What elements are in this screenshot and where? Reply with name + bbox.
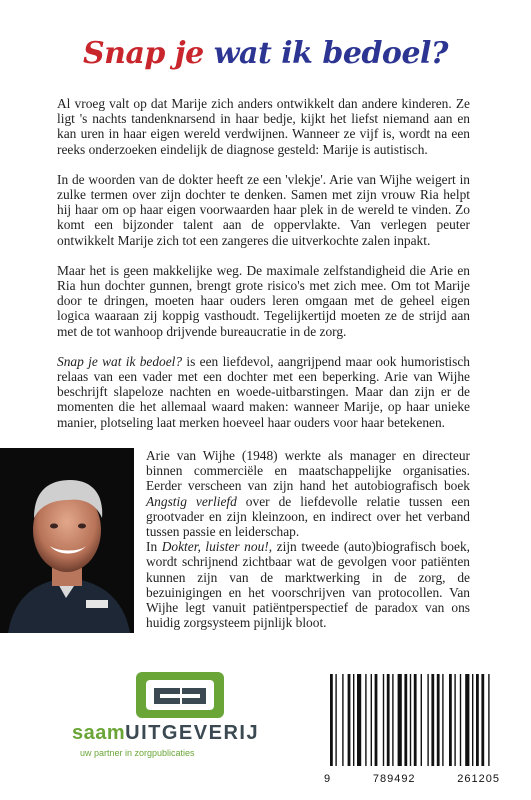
book-title-part2: wat ik bedoel? [213, 36, 449, 71]
blurb-paragraph-4-text: is een liefdevol, aangrijpend maar ook humoristisch relaas van een vader met een dochter met een beperking. Arie van Wijhe beschrijft slapeloze nachten en woede-uitbarstingen. Maar dan zijn er de momenten die het allemaal waard maken: wanneer Marije, op haar unieke manier, plotseling laat merken hoeveel haar ouders voor haar betekenen. [57, 353, 470, 430]
bio-paragraph-2 [146, 539, 470, 630]
blurb-paragraph-3: Maar het is geen makkelijke weg. De maximale zelfstandigheid die Arie en Ria hun dochter gunnen, brengt grote risico's met zich mee. Om tot Marije door te dringen, moeten haar ouders leren omgaan met de geheel eigen logica waaraan zij koppig vasthoudt. Tegelijkertijd moeten ze de strijd aan met de tot wanhoop drijvende bureaucratie in de zorg. [57, 262, 470, 339]
bio-text-4: , zijn tweede (auto)biografisch boek, wordt schrijnend zichtbaar wat de gevolgen voor patiënten kunnen zijn van de marktwerking in de zorg, de bezuinigingen en het voorschrijven van protocollen. Van Wijhe legt vanuit patiëntperspectief de paradox van ons huidig zorgsysteem pijnlijk bloot. [146, 539, 470, 631]
isbn-barcode [324, 670, 500, 772]
author-photo [0, 448, 134, 633]
blurb-paragraph-2: In de woorden van de dokter heeft ze een 'vlekje'. Arie van Wijhe weigert in zulke termen over zijn dochter te denken. Samen met zijn vrouw Ria helpt hij haar om op haar eigen voorwaarden haar plek in de wereld te vinden. Zo komt een bijzonder talent aan de oppervlakte. Van verlegen peuter ontwikkelt Marije zich tot een zangeres die uitverkochte zalen inpakt. [57, 171, 470, 248]
publisher-name-uitgeverij: UITGEVERIJ [125, 722, 260, 744]
publisher-tagline: uw partner in zorgpublicaties [80, 748, 195, 758]
book-title [0, 36, 531, 71]
publisher-logo [72, 666, 312, 756]
bio-text-3: In [146, 539, 162, 555]
isbn-digits-right: 261205 [457, 773, 500, 785]
publisher-name [72, 722, 259, 745]
isbn-digits-left: 789492 [372, 773, 416, 785]
publisher-name-saam: saam [72, 722, 126, 744]
back-cover-blurb [57, 96, 470, 430]
bio-paragraph-1 [146, 448, 470, 539]
book-title-part1: Snap je [82, 36, 204, 71]
bio-book-title-1: Angstig verliefd [146, 493, 237, 509]
blurb-paragraph-1: Al vroeg valt op dat Marije zich anders ontwikkelt dan andere kinderen. Ze ligt 's nachts tandenknarsend in haar bedje, kijkt het liefst niemand aan en kan uren in haar eigen wereld verdwijnen. Wanneer ze vijf is, wordt na een reeks onderzoeken eindelijk de diagnose gesteld: Marije is autistisch. [57, 96, 470, 157]
isbn-digit-prefix: 9 [324, 773, 332, 785]
bio-book-title-2: Dokter, luister nou! [161, 539, 269, 555]
author-biography [146, 448, 470, 630]
blurb-title-reference: Snap je wat ik bedoel? [57, 353, 183, 369]
publisher-emblem-icon [132, 666, 232, 722]
bio-text-2: over de liefdevolle relatie tussen een grootvader en zijn kleinzoon, en indirect over het verband tussen passie en leiderschap. [146, 493, 470, 540]
blurb-paragraph-4 [57, 354, 470, 430]
bio-text-1: Arie van Wijhe (1948) werkte als manager en directeur binnen commerciële en maatschappelijke organisaties. Eerder verscheen van zijn hand het autobiografisch boek [146, 448, 470, 494]
isbn-number [324, 773, 500, 785]
